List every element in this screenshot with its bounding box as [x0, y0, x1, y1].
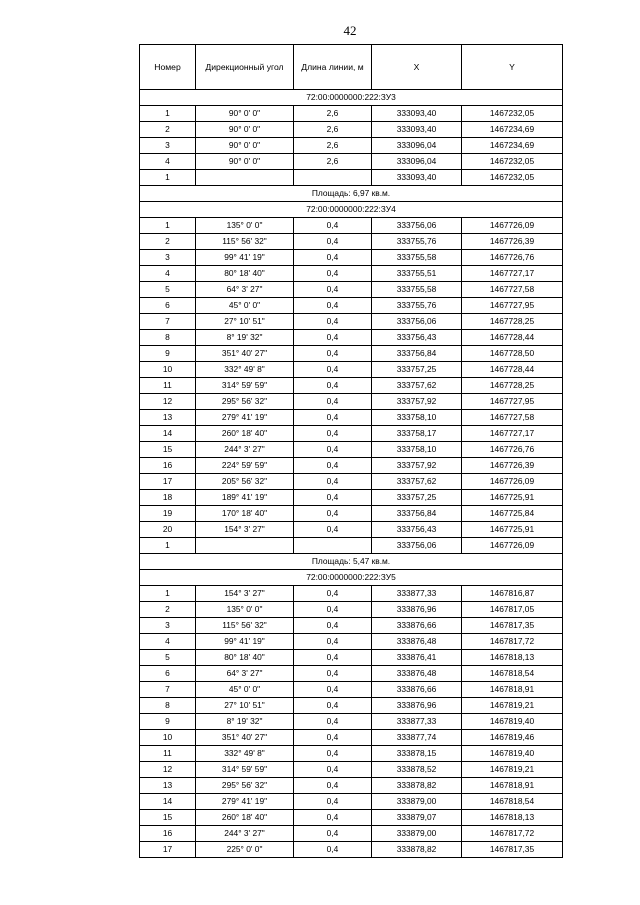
y-coordinate-cell: 1467818,91 [462, 778, 563, 794]
direction-angle-cell: 27° 10' 51" [196, 698, 294, 714]
point-number-cell: 1 [140, 538, 196, 554]
y-coordinate-cell: 1467818,91 [462, 682, 563, 698]
point-number-cell: 5 [140, 282, 196, 298]
direction-angle-cell: 135° 0' 0" [196, 218, 294, 234]
direction-angle-cell: 295° 56' 32" [196, 778, 294, 794]
line-length-cell: 0,4 [294, 746, 372, 762]
table-row [140, 426, 563, 442]
table-row [140, 490, 563, 506]
table-header [140, 45, 563, 90]
point-number-cell: 10 [140, 730, 196, 746]
line-length-cell: 0,4 [294, 378, 372, 394]
page-number: 42 [343, 23, 357, 38]
direction-angle-cell: 205° 56' 32" [196, 474, 294, 490]
point-number-cell: 5 [140, 650, 196, 666]
point-number-cell: 7 [140, 682, 196, 698]
point-number-cell: 12 [140, 394, 196, 410]
coordinates-table [139, 44, 563, 858]
direction-angle-cell: 225° 0' 0" [196, 842, 294, 858]
y-coordinate-cell: 1467816,87 [462, 586, 563, 602]
x-coordinate-cell: 333093,40 [372, 106, 462, 122]
table-row [140, 122, 563, 138]
direction-angle-cell: 314° 59' 59" [196, 762, 294, 778]
direction-angle-cell: 90° 0' 0" [196, 154, 294, 170]
y-coordinate-cell: 1467818,54 [462, 794, 563, 810]
point-number-cell: 9 [140, 714, 196, 730]
y-coordinate-cell: 1467819,21 [462, 762, 563, 778]
y-coordinate-cell: 1467725,91 [462, 522, 563, 538]
direction-angle-cell: 314° 59' 59" [196, 378, 294, 394]
point-number-cell: 20 [140, 522, 196, 538]
y-coordinate-cell: 1467728,50 [462, 346, 563, 362]
header-direction-angle: Дирекционный угол [196, 45, 294, 90]
y-coordinate-cell: 1467817,35 [462, 618, 563, 634]
x-coordinate-cell: 333879,00 [372, 826, 462, 842]
point-number-cell: 10 [140, 362, 196, 378]
table-row [140, 762, 563, 778]
section-title-row [140, 202, 563, 218]
line-length-cell [294, 170, 372, 186]
table-row [140, 474, 563, 490]
x-coordinate-cell: 333757,92 [372, 394, 462, 410]
x-coordinate-cell: 333093,40 [372, 122, 462, 138]
area-label: Площадь: 6,97 кв.м. [140, 186, 563, 202]
line-length-cell: 0,4 [294, 266, 372, 282]
point-number-cell: 13 [140, 410, 196, 426]
line-length-cell [294, 538, 372, 554]
line-length-cell: 0,4 [294, 826, 372, 842]
point-number-cell: 9 [140, 346, 196, 362]
table-body [140, 90, 563, 858]
table-row [140, 330, 563, 346]
y-coordinate-cell: 1467727,95 [462, 298, 563, 314]
y-coordinate-cell: 1467234,69 [462, 122, 563, 138]
table-row [140, 794, 563, 810]
direction-angle-cell: 170° 18' 40" [196, 506, 294, 522]
header-x: X [372, 45, 462, 90]
x-coordinate-cell: 333878,52 [372, 762, 462, 778]
y-coordinate-cell: 1467727,58 [462, 410, 563, 426]
table-row [140, 458, 563, 474]
y-coordinate-cell: 1467818,13 [462, 810, 563, 826]
point-number-cell: 3 [140, 138, 196, 154]
point-number-cell: 15 [140, 442, 196, 458]
line-length-cell: 0,4 [294, 810, 372, 826]
section-title: 72:00:0000000:222:ЗУ5 [140, 570, 563, 586]
y-coordinate-cell: 1467727,17 [462, 426, 563, 442]
x-coordinate-cell: 333877,33 [372, 714, 462, 730]
y-coordinate-cell: 1467726,39 [462, 234, 563, 250]
point-number-cell: 14 [140, 794, 196, 810]
line-length-cell: 0,4 [294, 362, 372, 378]
table-row [140, 106, 563, 122]
table-row [140, 522, 563, 538]
table-row [140, 394, 563, 410]
direction-angle-cell: 64° 3' 27" [196, 282, 294, 298]
point-number-cell: 17 [140, 842, 196, 858]
x-coordinate-cell: 333757,62 [372, 474, 462, 490]
direction-angle-cell: 115° 56' 32" [196, 234, 294, 250]
area-row [140, 186, 563, 202]
direction-angle-cell: 279° 41' 19" [196, 410, 294, 426]
direction-angle-cell: 99° 41' 19" [196, 634, 294, 650]
point-number-cell: 1 [140, 586, 196, 602]
direction-angle-cell: 154° 3' 27" [196, 522, 294, 538]
line-length-cell: 2,6 [294, 122, 372, 138]
x-coordinate-cell: 333758,10 [372, 442, 462, 458]
point-number-cell: 2 [140, 602, 196, 618]
table-row [140, 682, 563, 698]
x-coordinate-cell: 333096,04 [372, 138, 462, 154]
line-length-cell: 0,4 [294, 474, 372, 490]
line-length-cell: 0,4 [294, 410, 372, 426]
area-label: Площадь: 5,47 кв.м. [140, 554, 563, 570]
x-coordinate-cell: 333876,96 [372, 602, 462, 618]
x-coordinate-cell: 333757,62 [372, 378, 462, 394]
line-length-cell: 0,4 [294, 650, 372, 666]
direction-angle-cell: 27° 10' 51" [196, 314, 294, 330]
point-number-cell: 15 [140, 810, 196, 826]
line-length-cell: 0,4 [294, 490, 372, 506]
line-length-cell: 0,4 [294, 218, 372, 234]
point-number-cell: 16 [140, 826, 196, 842]
x-coordinate-cell: 333878,82 [372, 842, 462, 858]
point-number-cell: 11 [140, 378, 196, 394]
y-coordinate-cell: 1467726,76 [462, 442, 563, 458]
y-coordinate-cell: 1467725,84 [462, 506, 563, 522]
point-number-cell: 8 [140, 698, 196, 714]
line-length-cell: 0,4 [294, 522, 372, 538]
x-coordinate-cell: 333096,04 [372, 154, 462, 170]
direction-angle-cell: 189° 41' 19" [196, 490, 294, 506]
direction-angle-cell: 90° 0' 0" [196, 138, 294, 154]
line-length-cell: 0,4 [294, 426, 372, 442]
y-coordinate-cell: 1467819,40 [462, 714, 563, 730]
line-length-cell: 0,4 [294, 314, 372, 330]
direction-angle-cell: 244° 3' 27" [196, 826, 294, 842]
y-coordinate-cell: 1467232,05 [462, 106, 563, 122]
point-number-cell: 4 [140, 634, 196, 650]
x-coordinate-cell: 333876,66 [372, 682, 462, 698]
y-coordinate-cell: 1467817,35 [462, 842, 563, 858]
x-coordinate-cell: 333755,76 [372, 234, 462, 250]
direction-angle-cell: 351° 40' 27" [196, 346, 294, 362]
y-coordinate-cell: 1467819,40 [462, 746, 563, 762]
line-length-cell: 0,4 [294, 842, 372, 858]
y-coordinate-cell: 1467728,44 [462, 330, 563, 346]
direction-angle-cell: 80° 18' 40" [196, 650, 294, 666]
table-row [140, 714, 563, 730]
line-length-cell: 0,4 [294, 714, 372, 730]
table-row [140, 346, 563, 362]
y-coordinate-cell: 1467726,09 [462, 474, 563, 490]
point-number-cell: 1 [140, 106, 196, 122]
table-row [140, 650, 563, 666]
y-coordinate-cell: 1467726,09 [462, 218, 563, 234]
x-coordinate-cell: 333093,40 [372, 170, 462, 186]
direction-angle-cell: 8° 19' 32" [196, 714, 294, 730]
y-coordinate-cell: 1467817,72 [462, 826, 563, 842]
line-length-cell: 0,4 [294, 730, 372, 746]
table-row [140, 618, 563, 634]
table-row [140, 154, 563, 170]
y-coordinate-cell: 1467819,21 [462, 698, 563, 714]
table-row [140, 170, 563, 186]
x-coordinate-cell: 333756,06 [372, 538, 462, 554]
direction-angle-cell: 80° 18' 40" [196, 266, 294, 282]
y-coordinate-cell: 1467727,95 [462, 394, 563, 410]
x-coordinate-cell: 333756,06 [372, 218, 462, 234]
table-row [140, 506, 563, 522]
line-length-cell: 0,4 [294, 330, 372, 346]
direction-angle-cell: 8° 19' 32" [196, 330, 294, 346]
x-coordinate-cell: 333879,00 [372, 794, 462, 810]
line-length-cell: 2,6 [294, 138, 372, 154]
table-row [140, 410, 563, 426]
direction-angle-cell: 279° 41' 19" [196, 794, 294, 810]
y-coordinate-cell: 1467234,69 [462, 138, 563, 154]
direction-angle-cell: 332° 49' 8" [196, 362, 294, 378]
line-length-cell: 0,4 [294, 250, 372, 266]
table-row [140, 842, 563, 858]
table-row [140, 826, 563, 842]
table-row [140, 586, 563, 602]
point-number-cell: 2 [140, 234, 196, 250]
point-number-cell: 6 [140, 666, 196, 682]
y-coordinate-cell: 1467818,13 [462, 650, 563, 666]
x-coordinate-cell: 333756,84 [372, 506, 462, 522]
line-length-cell: 0,4 [294, 282, 372, 298]
table-row [140, 666, 563, 682]
header-number: Номер [140, 45, 196, 90]
direction-angle-cell: 224° 59' 59" [196, 458, 294, 474]
point-number-cell: 18 [140, 490, 196, 506]
direction-angle-cell: 260° 18' 40" [196, 810, 294, 826]
point-number-cell: 4 [140, 154, 196, 170]
point-number-cell: 3 [140, 250, 196, 266]
point-number-cell: 13 [140, 778, 196, 794]
point-number-cell: 8 [140, 330, 196, 346]
x-coordinate-cell: 333755,76 [372, 298, 462, 314]
line-length-cell: 0,4 [294, 682, 372, 698]
direction-angle-cell: 332° 49' 8" [196, 746, 294, 762]
point-number-cell: 3 [140, 618, 196, 634]
table-row [140, 314, 563, 330]
line-length-cell: 0,4 [294, 346, 372, 362]
table-row [140, 298, 563, 314]
x-coordinate-cell: 333757,25 [372, 362, 462, 378]
direction-angle-cell [196, 538, 294, 554]
header-y: Y [462, 45, 563, 90]
y-coordinate-cell: 1467728,25 [462, 378, 563, 394]
point-number-cell: 1 [140, 170, 196, 186]
x-coordinate-cell: 333755,58 [372, 282, 462, 298]
y-coordinate-cell: 1467726,09 [462, 538, 563, 554]
point-number-cell: 7 [140, 314, 196, 330]
y-coordinate-cell: 1467727,58 [462, 282, 563, 298]
x-coordinate-cell: 333876,48 [372, 666, 462, 682]
table-row [140, 730, 563, 746]
y-coordinate-cell: 1467819,46 [462, 730, 563, 746]
section-title: 72:00:0000000:222:ЗУ4 [140, 202, 563, 218]
section-title-row [140, 90, 563, 106]
point-number-cell: 19 [140, 506, 196, 522]
point-number-cell: 4 [140, 266, 196, 282]
y-coordinate-cell: 1467232,05 [462, 170, 563, 186]
y-coordinate-cell: 1467817,05 [462, 602, 563, 618]
x-coordinate-cell: 333876,48 [372, 634, 462, 650]
direction-angle-cell: 244° 3' 27" [196, 442, 294, 458]
area-row [140, 554, 563, 570]
point-number-cell: 14 [140, 426, 196, 442]
line-length-cell: 0,4 [294, 778, 372, 794]
x-coordinate-cell: 333756,06 [372, 314, 462, 330]
x-coordinate-cell: 333879,07 [372, 810, 462, 826]
table-row [140, 218, 563, 234]
table-row [140, 250, 563, 266]
x-coordinate-cell: 333755,51 [372, 266, 462, 282]
table-row [140, 634, 563, 650]
direction-angle-cell: 260° 18' 40" [196, 426, 294, 442]
direction-angle-cell [196, 170, 294, 186]
line-length-cell: 0,4 [294, 442, 372, 458]
table-row [140, 138, 563, 154]
header-row [140, 45, 563, 90]
x-coordinate-cell: 333877,33 [372, 586, 462, 602]
section-title: 72:00:0000000:222:ЗУ3 [140, 90, 563, 106]
direction-angle-cell: 45° 0' 0" [196, 682, 294, 698]
section-title-row [140, 570, 563, 586]
direction-angle-cell: 45° 0' 0" [196, 298, 294, 314]
table-row [140, 234, 563, 250]
line-length-cell: 0,4 [294, 618, 372, 634]
x-coordinate-cell: 333756,84 [372, 346, 462, 362]
line-length-cell: 0,4 [294, 506, 372, 522]
x-coordinate-cell: 333756,43 [372, 330, 462, 346]
line-length-cell: 0,4 [294, 298, 372, 314]
point-number-cell: 12 [140, 762, 196, 778]
table-row [140, 282, 563, 298]
x-coordinate-cell: 333876,96 [372, 698, 462, 714]
table-row [140, 778, 563, 794]
table-row [140, 266, 563, 282]
point-number-cell: 17 [140, 474, 196, 490]
x-coordinate-cell: 333758,17 [372, 426, 462, 442]
y-coordinate-cell: 1467817,72 [462, 634, 563, 650]
point-number-cell: 16 [140, 458, 196, 474]
y-coordinate-cell: 1467727,17 [462, 266, 563, 282]
line-length-cell: 2,6 [294, 106, 372, 122]
table-row [140, 698, 563, 714]
table-row [140, 746, 563, 762]
point-number-cell: 1 [140, 218, 196, 234]
x-coordinate-cell: 333876,66 [372, 618, 462, 634]
x-coordinate-cell: 333876,41 [372, 650, 462, 666]
x-coordinate-cell: 333757,25 [372, 490, 462, 506]
table-row [140, 378, 563, 394]
line-length-cell: 0,4 [294, 394, 372, 410]
x-coordinate-cell: 333755,58 [372, 250, 462, 266]
direction-angle-cell: 115° 56' 32" [196, 618, 294, 634]
point-number-cell: 11 [140, 746, 196, 762]
line-length-cell: 0,4 [294, 762, 372, 778]
direction-angle-cell: 351° 40' 27" [196, 730, 294, 746]
y-coordinate-cell: 1467728,44 [462, 362, 563, 378]
x-coordinate-cell: 333756,43 [372, 522, 462, 538]
header-line-length: Длина линии, м [294, 45, 372, 90]
table-row [140, 602, 563, 618]
direction-angle-cell: 295° 56' 32" [196, 394, 294, 410]
x-coordinate-cell: 333877,74 [372, 730, 462, 746]
line-length-cell: 0,4 [294, 234, 372, 250]
table-row [140, 810, 563, 826]
y-coordinate-cell: 1467818,54 [462, 666, 563, 682]
direction-angle-cell: 135° 0' 0" [196, 602, 294, 618]
x-coordinate-cell: 333758,10 [372, 410, 462, 426]
y-coordinate-cell: 1467728,25 [462, 314, 563, 330]
direction-angle-cell: 64° 3' 27" [196, 666, 294, 682]
x-coordinate-cell: 333878,82 [372, 778, 462, 794]
direction-angle-cell: 90° 0' 0" [196, 122, 294, 138]
line-length-cell: 0,4 [294, 794, 372, 810]
x-coordinate-cell: 333878,15 [372, 746, 462, 762]
direction-angle-cell: 154° 3' 27" [196, 586, 294, 602]
direction-angle-cell: 90° 0' 0" [196, 106, 294, 122]
x-coordinate-cell: 333757,92 [372, 458, 462, 474]
y-coordinate-cell: 1467726,39 [462, 458, 563, 474]
y-coordinate-cell: 1467725,91 [462, 490, 563, 506]
point-number-cell: 2 [140, 122, 196, 138]
table-row [140, 362, 563, 378]
y-coordinate-cell: 1467726,76 [462, 250, 563, 266]
line-length-cell: 0,4 [294, 586, 372, 602]
line-length-cell: 0,4 [294, 698, 372, 714]
table-row [140, 538, 563, 554]
table-row [140, 442, 563, 458]
point-number-cell: 6 [140, 298, 196, 314]
line-length-cell: 0,4 [294, 666, 372, 682]
direction-angle-cell: 99° 41' 19" [196, 250, 294, 266]
line-length-cell: 0,4 [294, 634, 372, 650]
line-length-cell: 0,4 [294, 602, 372, 618]
y-coordinate-cell: 1467232,05 [462, 154, 563, 170]
line-length-cell: 0,4 [294, 458, 372, 474]
line-length-cell: 2,6 [294, 154, 372, 170]
